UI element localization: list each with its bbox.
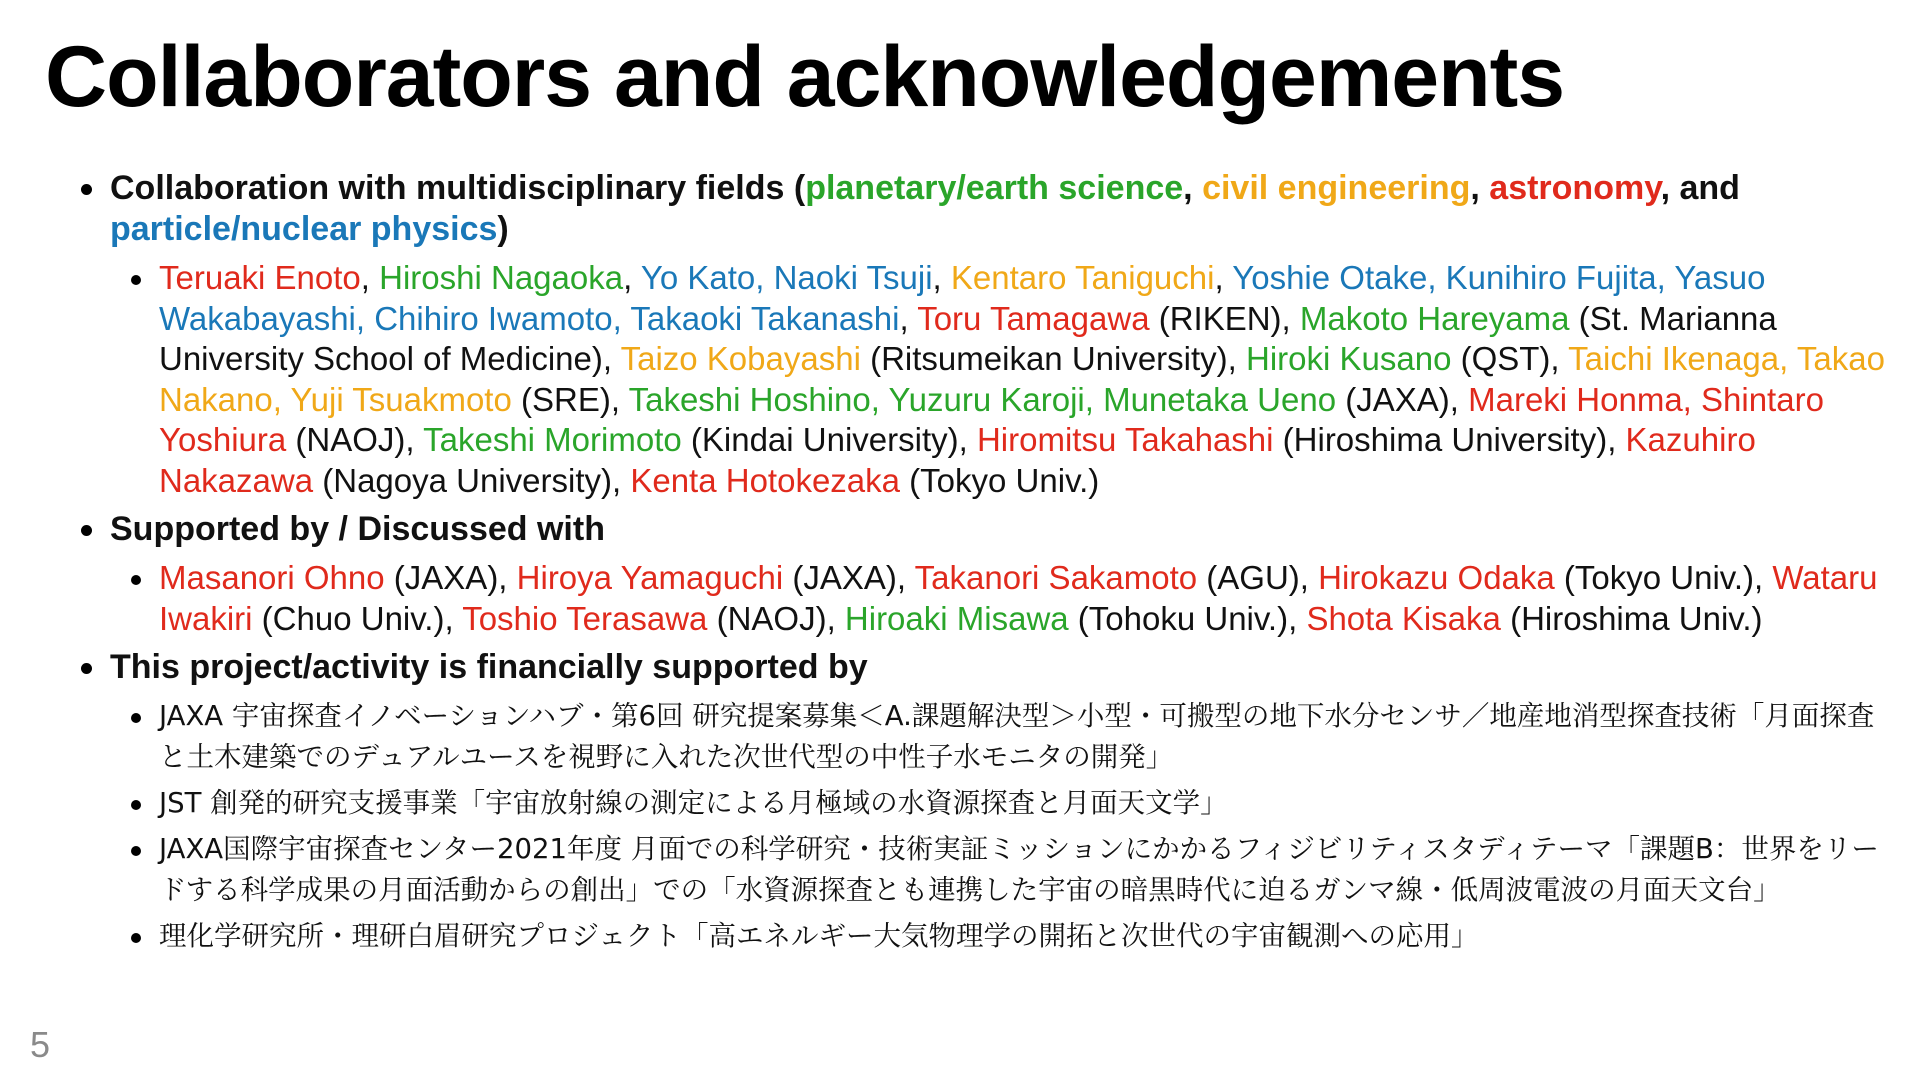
list-text: (Nagoya University), bbox=[313, 461, 631, 499]
slide-title: Collaborators and acknowledgements bbox=[45, 29, 1565, 125]
list-text: , bbox=[899, 299, 918, 337]
list-text: , bbox=[360, 259, 380, 296]
collaborator-name: Masanori Ohno bbox=[159, 559, 385, 596]
list-text: (AGU), bbox=[1197, 559, 1319, 596]
list-text: (Ritsumeikan University), bbox=[860, 340, 1246, 377]
list-text: (NAOJ), bbox=[286, 421, 424, 458]
section-heading bbox=[110, 168, 1880, 250]
list-text: (Tokyo Univ.) bbox=[900, 461, 1100, 499]
list-text: (Tokyo Univ.), bbox=[1554, 559, 1773, 596]
list-item bbox=[159, 696, 1899, 778]
list-item bbox=[159, 829, 1899, 911]
list-text: (NAOJ), bbox=[707, 599, 845, 637]
collaborator-name: Mareki Honma, Shintaro Yoshiura bbox=[159, 380, 1824, 458]
section-heading bbox=[110, 647, 1880, 688]
heading-text: astronomy bbox=[1489, 169, 1661, 207]
section-heading bbox=[110, 509, 1880, 550]
collaborator-name: Takeshi Hoshino, Yuzuru Karoji, Munetaka Ueno bbox=[628, 380, 1337, 418]
list-text: (Hiroshima Univ.) bbox=[1500, 599, 1763, 637]
list-item bbox=[159, 916, 1899, 957]
heading-text: ) bbox=[497, 210, 509, 248]
list-text: JAXA国際宇宙探査センター2021年度 月面での科学研究・技術実証ミッションにかかるフィジビリティスタディテーマ「課題B：世界をリードする科学成果の月面活動からの創出」での「水資源探査とも連携した宇宙の暗黒時代に迫るガンマ線・低周波電波の月面天文台」 bbox=[159, 833, 1879, 906]
list-item bbox=[159, 258, 1899, 501]
collaborator-name: Wataru Iwakiri bbox=[159, 559, 1878, 637]
collaborator-name: Takanori Sakamoto bbox=[914, 559, 1198, 596]
list-item bbox=[159, 558, 1899, 639]
list-text: (Tohoku Univ.), bbox=[1068, 599, 1307, 637]
collaborator-name: Kentaro Taniguchi bbox=[950, 259, 1215, 296]
heading-text: civil engineering bbox=[1202, 169, 1471, 207]
list-text: (JAXA), bbox=[384, 559, 517, 596]
list-text: (JAXA), bbox=[783, 559, 915, 596]
list-text: JST 創発的研究支援事業「宇宙放射線の測定による月極域の水資源探査と月面天文学」 bbox=[159, 787, 1228, 819]
list-text: (JAXA), bbox=[1336, 380, 1469, 418]
collaborator-name: Takeshi Morimoto bbox=[423, 421, 682, 458]
collaborator-name: Toshio Terasawa bbox=[462, 599, 708, 637]
heading-text: , bbox=[1470, 169, 1490, 207]
list-text: (SRE), bbox=[511, 380, 629, 418]
heading-text: , and bbox=[1660, 169, 1740, 207]
heading-text: particle/nuclear physics bbox=[110, 210, 498, 248]
list-text: JAXA 宇宙探査イノベーションハブ・第6回 研究提案募集＜A.課題解決型＞小型・可搬型の地下水分センサ／地産地消型探査技術「月面探査と土木建築でのデュアルユースを視野に入れた次世代型の中性子水モニタの開発」 bbox=[159, 700, 1875, 773]
list-text: (St. Marianna University School of Medicine), bbox=[159, 299, 1777, 377]
heading-text: This project/activity is financially supported by bbox=[110, 648, 868, 686]
list-text: 理化学研究所・理研白眉研究プロジェクト「高エネルギー大気物理学の開拓と次世代の宇宙観測への応用」 bbox=[159, 920, 1479, 952]
list-text: , bbox=[1214, 259, 1233, 296]
collaborator-name: Kenta Hotokezaka bbox=[630, 461, 901, 499]
collaborator-name: Makoto Hareyama bbox=[1299, 299, 1570, 337]
collaborator-name: Teruaki Enoto bbox=[159, 259, 361, 296]
collaborator-name: Yo Kato, Naoki Tsuji bbox=[640, 259, 933, 296]
collaborator-name: Shota Kisaka bbox=[1306, 599, 1501, 637]
collaborator-name: Hirokazu Odaka bbox=[1318, 559, 1555, 596]
list-text: (Hiroshima University), bbox=[1273, 421, 1626, 458]
list-text: , bbox=[623, 259, 641, 296]
collaborator-name: Toru Tamagawa bbox=[917, 299, 1150, 337]
heading-text: planetary/earth science bbox=[805, 169, 1184, 207]
heading-text: Collaboration with multidisciplinary fields ( bbox=[110, 169, 806, 207]
list-item bbox=[159, 783, 1899, 824]
collaborator-name: Hiromitsu Takahashi bbox=[976, 421, 1274, 458]
collaborator-name: Hiroya Yamaguchi bbox=[516, 559, 784, 596]
list-text: , bbox=[932, 259, 951, 296]
list-text: (QST), bbox=[1451, 340, 1569, 377]
collaborator-name: Hiroki Kusano bbox=[1246, 340, 1452, 377]
list-text: (RIKEN), bbox=[1149, 299, 1300, 337]
collaborator-name: Taichi Ikenaga, Takao Nakano, Yuji Tsuakmoto bbox=[159, 340, 1885, 418]
heading-text: Supported by / Discussed with bbox=[110, 510, 605, 548]
heading-text: , bbox=[1183, 169, 1203, 207]
collaborator-name: Hiroshi Nagaoka bbox=[379, 259, 624, 296]
page-number: 5 bbox=[30, 1024, 51, 1065]
collaborator-name: Kazuhiro Nakazawa bbox=[159, 421, 1756, 499]
collaborator-name: Hiroaki Misawa bbox=[844, 599, 1069, 637]
collaborator-name: Taizo Kobayashi bbox=[620, 340, 861, 377]
collaborator-name: Yoshie Otake, Kunihiro Fujita, Yasuo Wakabayashi, Chihiro Iwamoto, Takaoki Takanashi bbox=[159, 259, 1766, 337]
list-text: (Chuo Univ.), bbox=[252, 599, 463, 637]
list-text: (Kindai University), bbox=[681, 421, 977, 458]
slide-content bbox=[0, 168, 1920, 962]
